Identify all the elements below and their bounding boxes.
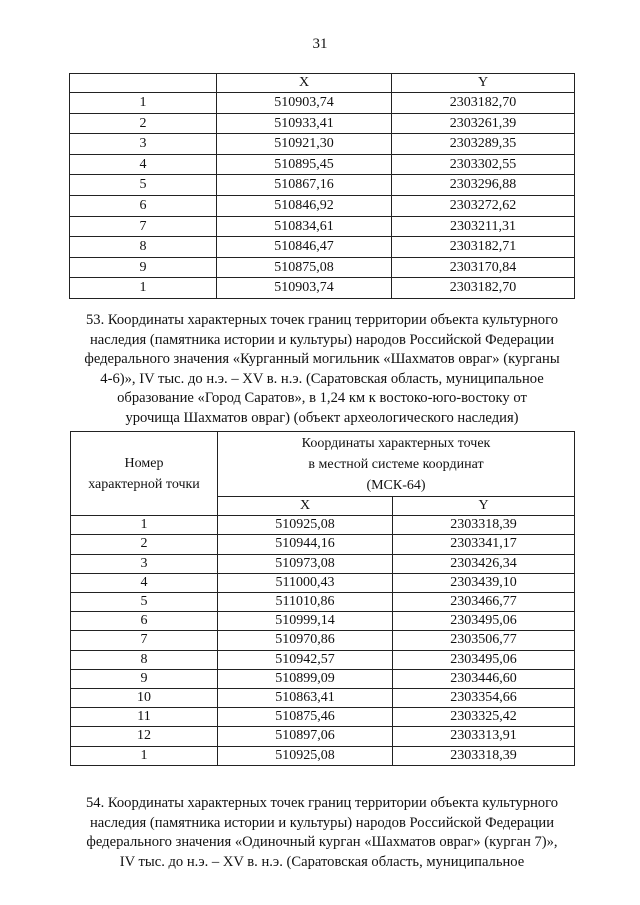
y-coordinate: 2303318,39 bbox=[393, 516, 575, 535]
y-coordinate: 2303313,91 bbox=[393, 727, 575, 746]
y-coordinate: 2303495,06 bbox=[393, 650, 575, 669]
x-coordinate: 510973,08 bbox=[218, 554, 393, 573]
table-group-header-row bbox=[71, 432, 575, 497]
point-number-header-line: Номер bbox=[124, 455, 164, 471]
x-column-header: X bbox=[217, 74, 392, 93]
point-number: 2 bbox=[70, 113, 217, 134]
x-column-header: X bbox=[218, 497, 393, 516]
table-row bbox=[70, 93, 575, 114]
x-coordinate: 510942,57 bbox=[218, 650, 393, 669]
point-number: 7 bbox=[70, 216, 217, 237]
x-coordinate: 510925,08 bbox=[218, 746, 393, 765]
x-coordinate: 511010,86 bbox=[218, 593, 393, 612]
table-row bbox=[71, 612, 575, 631]
table-row bbox=[70, 113, 575, 134]
table-row bbox=[71, 554, 575, 573]
y-column-header: Y bbox=[392, 74, 575, 93]
table-row bbox=[70, 237, 575, 258]
y-coordinate: 2303318,39 bbox=[393, 746, 575, 765]
table-row bbox=[71, 708, 575, 727]
x-coordinate: 510863,41 bbox=[218, 689, 393, 708]
x-coordinate: 510899,09 bbox=[218, 669, 393, 688]
x-coordinate: 510933,41 bbox=[217, 113, 392, 134]
y-coordinate: 2303272,62 bbox=[392, 195, 575, 216]
point-number: 8 bbox=[71, 650, 218, 669]
point-number: 6 bbox=[71, 612, 218, 631]
table-row bbox=[71, 573, 575, 592]
point-number: 4 bbox=[70, 154, 217, 175]
y-coordinate: 2303354,66 bbox=[393, 689, 575, 708]
coordinate-system-header-line: в местной системе координат bbox=[308, 456, 484, 472]
point-number: 1 bbox=[71, 516, 218, 535]
x-coordinate: 510875,08 bbox=[217, 257, 392, 278]
x-coordinate: 510999,14 bbox=[218, 612, 393, 631]
x-coordinate: 510897,06 bbox=[218, 727, 393, 746]
y-column-header: Y bbox=[393, 497, 575, 516]
x-coordinate: 510944,16 bbox=[218, 535, 393, 554]
paragraph-line: 54. Координаты характерных точек границ территории объекта культурного bbox=[85, 795, 559, 811]
table-row bbox=[71, 516, 575, 535]
paragraph-line: 4-6)», IV тыс. до н.э. – XV в. н.э. (Саратовская область, муниципальное bbox=[100, 370, 544, 387]
x-coordinate: 510846,47 bbox=[217, 237, 392, 258]
paragraph-line: федерального значения «Одиночный курган «Шахматов овраг» (курган 7)», bbox=[86, 834, 558, 851]
coordinates-table-continued bbox=[69, 73, 575, 299]
x-coordinate: 510921,30 bbox=[217, 134, 392, 155]
table-row bbox=[70, 134, 575, 155]
point-number: 12 bbox=[71, 727, 218, 746]
point-number: 2 bbox=[71, 535, 218, 554]
table-row bbox=[71, 727, 575, 746]
coordinates-table-53 bbox=[70, 431, 575, 766]
x-coordinate: 510925,08 bbox=[218, 516, 393, 535]
point-number: 1 bbox=[71, 746, 218, 765]
point-number: 9 bbox=[70, 257, 217, 278]
y-coordinate: 2303446,60 bbox=[393, 669, 575, 688]
table-row bbox=[70, 154, 575, 175]
paragraph-line: 53. Координаты характерных точек границ территории объекта культурного bbox=[85, 312, 559, 328]
paragraph-line: образование «Город Саратов», в 1,24 км к востоко-юго-востоку от bbox=[117, 390, 527, 407]
table-row bbox=[71, 689, 575, 708]
paragraph-line: федерального значения «Курганный могильник «Шахматов овраг» (курганы bbox=[84, 351, 560, 368]
point-number: 4 bbox=[71, 573, 218, 592]
paragraph-line: IV тыс. до н.э. – XV в. н.э. (Саратовская область, муниципальное bbox=[119, 853, 525, 870]
point-number: 9 bbox=[71, 669, 218, 688]
table-row bbox=[70, 257, 575, 278]
point-number: 5 bbox=[70, 175, 217, 196]
paragraph-line: наследия (памятника истории и культуры) народов Российской Федерации bbox=[89, 331, 555, 348]
point-number: 10 bbox=[71, 689, 218, 708]
coordinate-system-header-line: Координаты характерных точек bbox=[301, 435, 491, 451]
point-number: 11 bbox=[71, 708, 218, 727]
y-coordinate: 2303495,06 bbox=[393, 612, 575, 631]
coordinate-system-header bbox=[218, 432, 575, 497]
table-row bbox=[71, 631, 575, 650]
point-number: 1 bbox=[70, 278, 217, 299]
x-coordinate: 511000,43 bbox=[218, 573, 393, 592]
y-coordinate: 2303426,34 bbox=[393, 554, 575, 573]
x-coordinate: 510903,74 bbox=[217, 278, 392, 299]
y-coordinate: 2303182,71 bbox=[392, 237, 575, 258]
table-row bbox=[71, 593, 575, 612]
point-number: 3 bbox=[71, 554, 218, 573]
table-row bbox=[70, 195, 575, 216]
paragraph-line: урочища Шахматов овраг) (объект археологического наследия) bbox=[125, 409, 519, 426]
x-coordinate: 510970,86 bbox=[218, 631, 393, 650]
x-coordinate: 510846,92 bbox=[217, 195, 392, 216]
y-coordinate: 2303325,42 bbox=[393, 708, 575, 727]
point-number: 3 bbox=[70, 134, 217, 155]
x-coordinate: 510903,74 bbox=[217, 93, 392, 114]
table-row bbox=[71, 535, 575, 554]
table-row bbox=[71, 746, 575, 765]
table-row bbox=[71, 650, 575, 669]
y-coordinate: 2303466,77 bbox=[393, 593, 575, 612]
table-row bbox=[70, 175, 575, 196]
y-coordinate: 2303182,70 bbox=[392, 93, 575, 114]
section-53-heading bbox=[70, 311, 574, 429]
table-row bbox=[70, 216, 575, 237]
y-coordinate: 2303182,70 bbox=[392, 278, 575, 299]
y-coordinate: 2303302,55 bbox=[392, 154, 575, 175]
point-number: 1 bbox=[70, 93, 217, 114]
point-number: 7 bbox=[71, 631, 218, 650]
table-row bbox=[71, 669, 575, 688]
table-header-row bbox=[70, 74, 575, 93]
y-coordinate: 2303439,10 bbox=[393, 573, 575, 592]
point-number-column-header bbox=[71, 432, 218, 516]
point-number-header-line: характерной точки bbox=[88, 476, 200, 492]
x-coordinate: 510875,46 bbox=[218, 708, 393, 727]
point-number: 5 bbox=[71, 593, 218, 612]
y-coordinate: 2303506,77 bbox=[393, 631, 575, 650]
x-coordinate: 510867,16 bbox=[217, 175, 392, 196]
page-number: 31 bbox=[312, 36, 328, 52]
x-coordinate: 510834,61 bbox=[217, 216, 392, 237]
x-coordinate: 510895,45 bbox=[217, 154, 392, 175]
y-coordinate: 2303261,39 bbox=[392, 113, 575, 134]
y-coordinate: 2303170,84 bbox=[392, 257, 575, 278]
point-number: 8 bbox=[70, 237, 217, 258]
y-coordinate: 2303341,17 bbox=[393, 535, 575, 554]
coordinate-system-header-line: (МСК-64) bbox=[366, 477, 426, 493]
section-54-heading bbox=[70, 794, 574, 872]
paragraph-line: наследия (памятника истории и культуры) народов Российской Федерации bbox=[89, 814, 555, 831]
y-coordinate: 2303296,88 bbox=[392, 175, 575, 196]
point-number: 6 bbox=[70, 195, 217, 216]
y-coordinate: 2303211,31 bbox=[392, 216, 575, 237]
y-coordinate: 2303289,35 bbox=[392, 134, 575, 155]
number-column-header bbox=[70, 74, 217, 93]
table-row bbox=[70, 278, 575, 299]
